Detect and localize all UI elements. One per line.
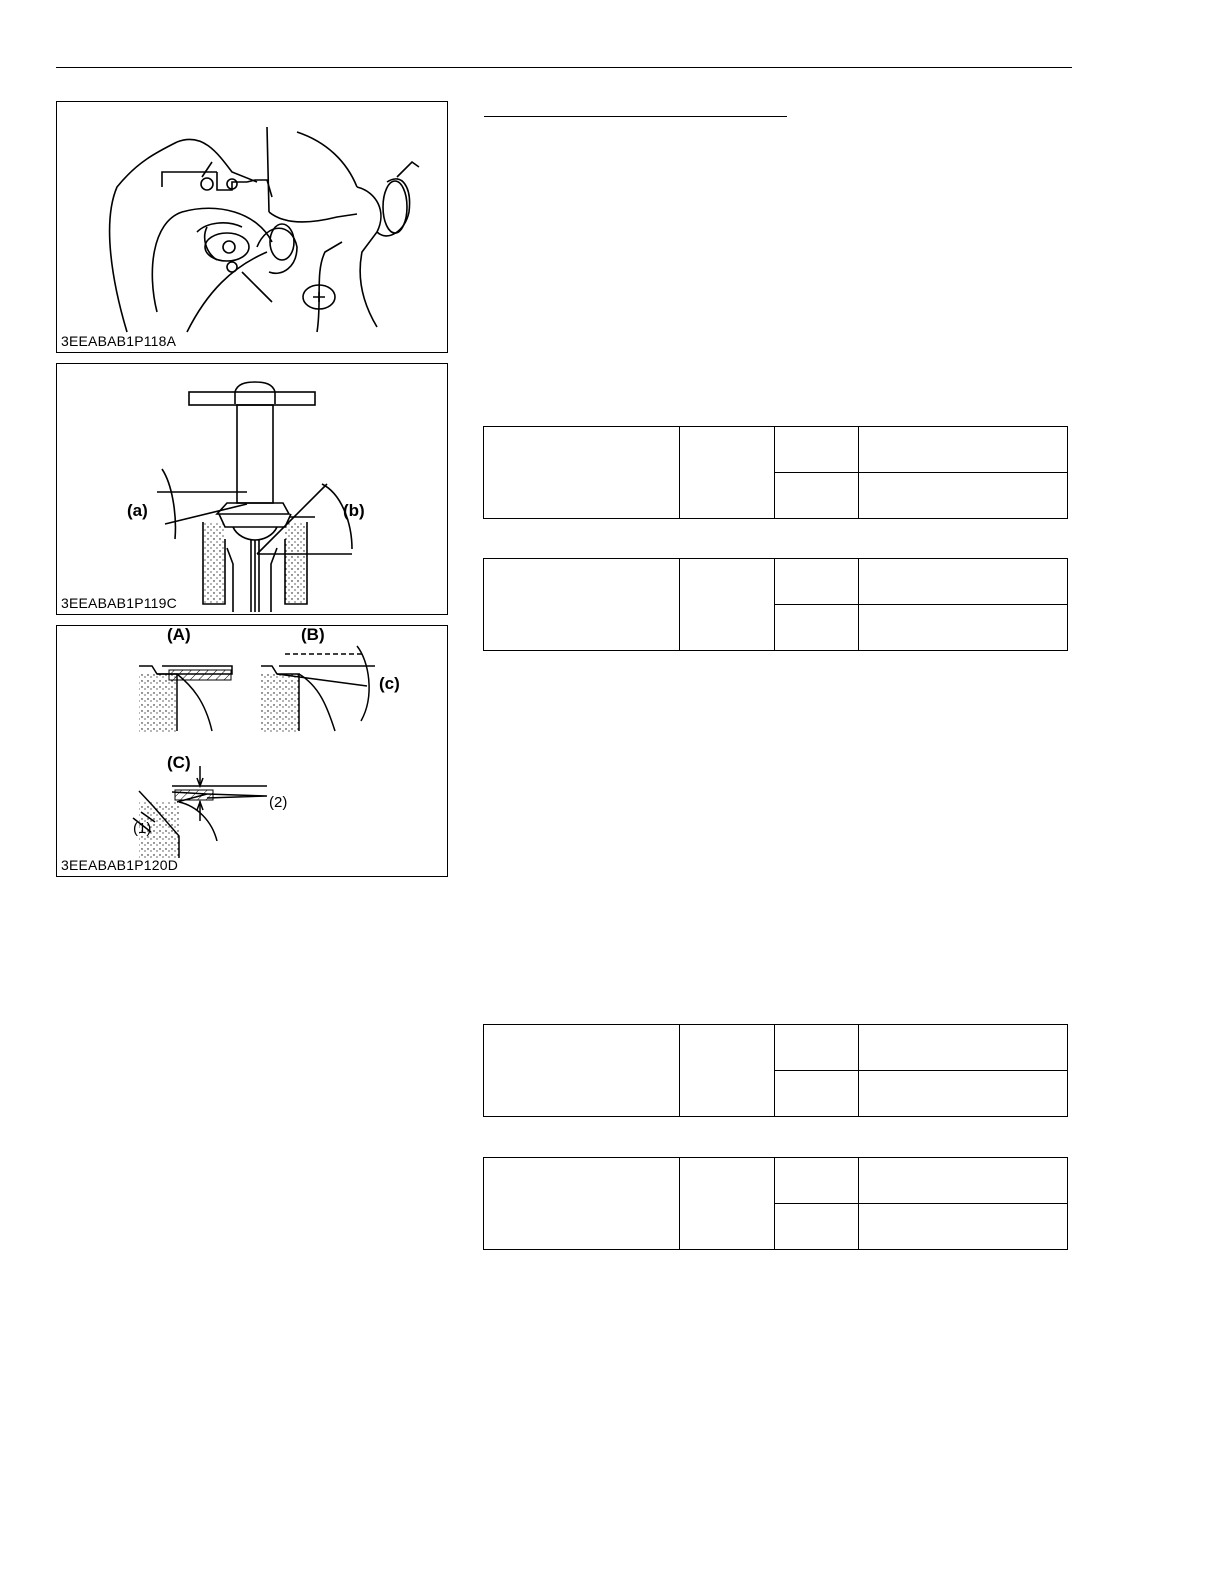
header-rule [56, 67, 1072, 68]
table-cell [859, 605, 1068, 651]
seat-cutter-illustration [57, 364, 448, 615]
figure-caption: 3EEABAB1P118A [61, 333, 177, 349]
table-cell [680, 559, 775, 651]
spec-table-1 [483, 426, 1068, 519]
label-c: (c) [379, 674, 400, 693]
table-cell [680, 1158, 775, 1250]
spec-table-2 [483, 558, 1068, 651]
label-1: (1) [133, 820, 152, 837]
table-cell [484, 559, 680, 651]
table-cell [484, 1025, 680, 1117]
table-cell [775, 605, 859, 651]
table-cell [484, 427, 680, 519]
table-cell [859, 473, 1068, 519]
label-C: (C) [167, 753, 191, 772]
spec-table-3 [483, 1024, 1068, 1117]
table-cell [775, 559, 859, 605]
table-cell [859, 559, 1068, 605]
label-B: (B) [301, 626, 325, 644]
figure-caption: 3EEABAB1P120D [61, 857, 179, 873]
table-cell [680, 427, 775, 519]
table-cell [859, 427, 1068, 473]
label-A: (A) [167, 626, 191, 644]
table-cell [775, 473, 859, 519]
label-b: (b) [343, 501, 365, 520]
table-cell [859, 1158, 1068, 1204]
table-cell [775, 1204, 859, 1250]
table-cell [775, 1158, 859, 1204]
figure-valve-seat-contact [56, 625, 448, 877]
table-cell [775, 1071, 859, 1117]
table-cell [859, 1071, 1068, 1117]
figure-valve-seat-grinding [56, 101, 448, 353]
label-2: (2) [269, 794, 288, 811]
table-cell [859, 1025, 1068, 1071]
label-a: (a) [127, 501, 148, 520]
figure-valve-seat-cutter [56, 363, 448, 615]
spec-table-4 [483, 1157, 1068, 1250]
table-cell [484, 1158, 680, 1250]
table-cell [775, 1025, 859, 1071]
table-row [484, 427, 1068, 473]
table-cell [859, 1204, 1068, 1250]
section-heading-rule [484, 116, 787, 117]
figure-caption: 3EEABAB1P119C [61, 595, 177, 611]
seat-contact-illustration [57, 626, 448, 877]
valve-seat-grinder-illustration [57, 102, 448, 353]
table-row [484, 559, 1068, 605]
table-cell [680, 1025, 775, 1117]
table-cell [775, 427, 859, 473]
table-row [484, 1158, 1068, 1204]
table-row [484, 1025, 1068, 1071]
